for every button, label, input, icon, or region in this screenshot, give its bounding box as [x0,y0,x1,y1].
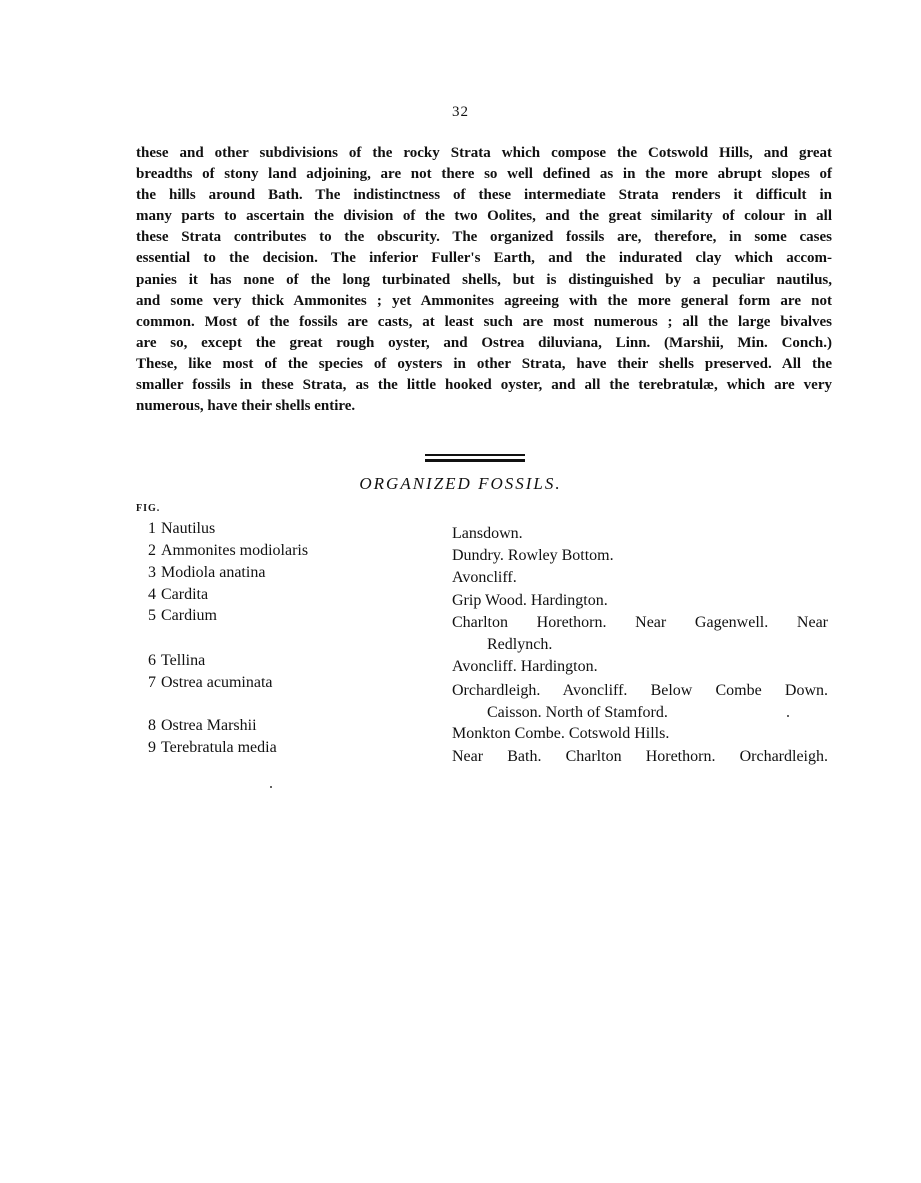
paragraph-line: breadths of stony land adjoining, are not there so well defined as in the more abrupt slopes of [136,166,832,183]
separator-rule [425,459,525,462]
paragraph-line: These, like most of the species of oysters in other Strata, have their shells preserved. All the [136,355,832,372]
paragraph-line: these and other subdivisions of the rocky Strata which compose the Cotswold Hills, and great [136,145,832,161]
locality-line-continued: Redlynch. [487,636,553,653]
locality-line: Lansdown. [452,525,523,542]
body-paragraph [136,143,832,417]
section-title: ORGANIZED FOSSILS. [359,474,562,493]
fossil-number: 9 [148,739,156,756]
locality-line: Near Bath. Charlton Horethorn. Orchardleigh. [452,748,828,765]
paragraph-line: smaller fossils in these Strata, as the little hooked oyster, and all the terebratulæ, which are very [136,377,832,394]
paragraph-line: many parts to ascertain the division of the two Oolites, and the great similarity of colour in all [136,208,832,225]
paragraph-line: essential to the decision. The inferior Fuller's Earth, and the indurated clay which accom- [136,250,832,267]
page-number: 32 [452,104,469,120]
fossil-number: 8 [148,717,156,734]
fossil-name: Cardita [161,586,209,603]
paragraph-line: common. Most of the fossils are casts, at least such are most numerous ; all the large bivalves [136,313,832,330]
fossil-name: Ostrea acuminata [161,674,273,691]
fossil-name: Modiola anatina [161,564,266,581]
fossil-number: 7 [148,674,156,691]
fossil-number: 4 [148,586,156,603]
paragraph-line: and some very thick Ammonites ; yet Ammonites agreeing with the more general form are not [136,292,832,309]
fossil-number: 3 [148,564,156,581]
locality-line: Avoncliff. [452,569,517,586]
fossil-number: 1 [148,520,156,537]
fig-column-label: FIG. [136,503,161,514]
locality-line: Grip Wood. Hardington. [452,592,608,609]
fossil-name: Tellina [161,652,206,669]
fossil-number: 2 [148,542,156,559]
paragraph-line: panies it has none of the long turbinated shells, but is distinguished by a peculiar nautilus, [136,271,832,288]
locality-line: Avoncliff. Hardington. [452,658,598,675]
ink-speck [787,715,789,717]
fossil-name: Ammonites modiolaris [161,542,309,559]
paragraph-line: the hills around Bath. The indistinctness of these intermediate Strata renders it difficult in [136,187,832,204]
paragraph-line: these Strata contributes to the obscurity. The organized fossils are, therefore, in some cases [136,229,832,246]
locality-line: Monkton Combe. Cotswold Hills. [452,725,670,742]
locality-line: Dundry. Rowley Bottom. [452,547,614,564]
paragraph-line: are so, except the great rough oyster, and Ostrea diluviana, Linn. (Marshii, Min. Conch.) [136,334,832,351]
fossil-number: 5 [148,607,156,624]
separator-rule [425,454,525,456]
locality-line-continued: Caisson. North of Stamford. [487,704,668,721]
ink-speck [270,786,272,788]
fossil-name: Terebratula media [161,739,277,756]
fossil-name: Cardium [161,607,217,624]
fossil-name: Ostrea Marshii [161,717,257,734]
section-separator [425,454,525,464]
fossil-number: 6 [148,652,156,669]
fossil-name: Nautilus [161,520,216,537]
locality-line: Charlton Horethorn. Near Gagenwell. Near [452,614,828,631]
locality-line: Orchardleigh. Avoncliff. Below Combe Down. [452,682,828,699]
paragraph-line: numerous, have their shells entire. [136,398,356,415]
